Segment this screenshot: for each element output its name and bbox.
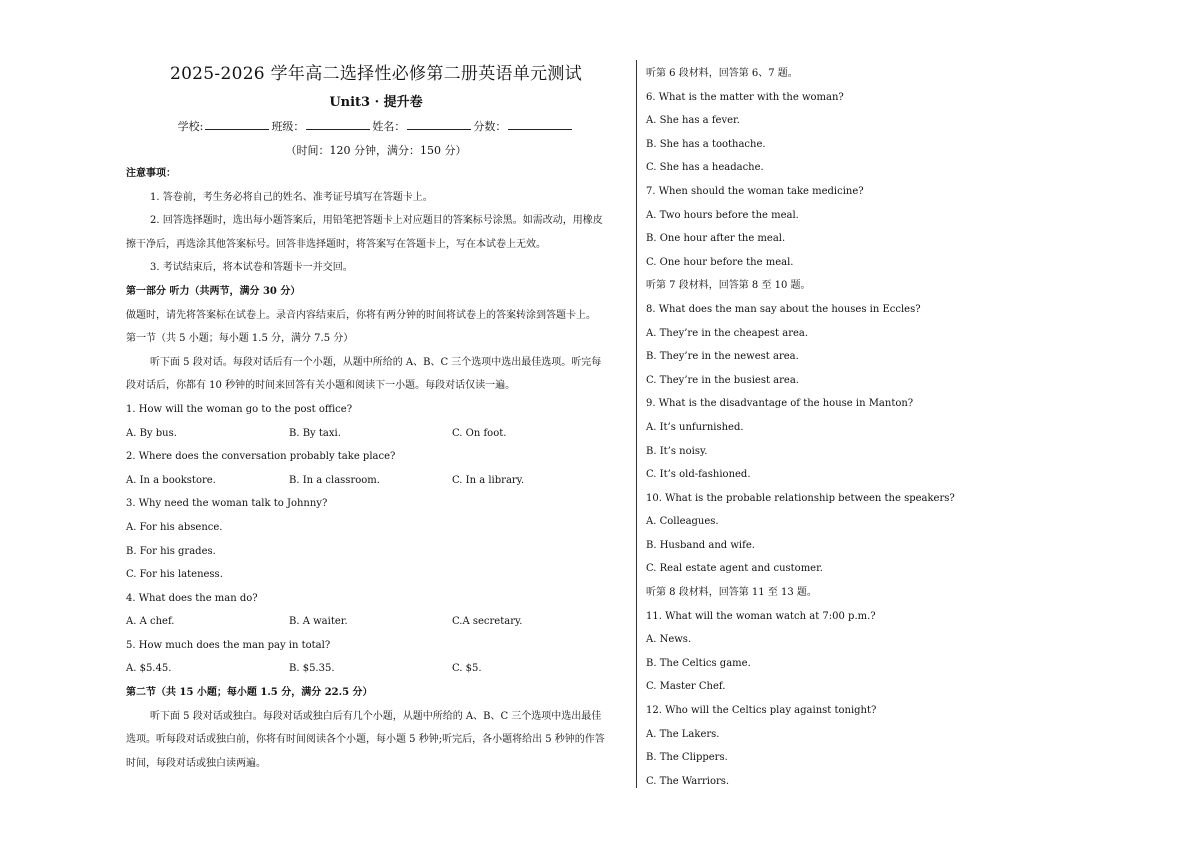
right-line: 10. What is the probable relationship between the speakers? — [646, 492, 955, 504]
section1-instruction: 段对话后，你都有 10 秒钟的时间来回答有关小题和阅读下一小题。每段对话仅读一遍。 — [126, 380, 516, 392]
option-c: C. For his lateness. — [126, 569, 223, 581]
notes-heading: 注意事项： — [126, 168, 176, 179]
question-2-options — [126, 469, 626, 493]
question-4-options — [126, 610, 626, 634]
note-item: 3. 考试结束后，将本试卷和答题卡一并交回。 — [150, 262, 353, 274]
right-line: C. They’re in the busiest area. — [646, 374, 799, 386]
right-line: C. Real estate agent and customer. — [646, 563, 823, 575]
note-item: 擦干净后，再选涂其他答案标号。回答非选择题时，将答案写在答题卡上，写在本试卷上无效。 — [126, 238, 546, 250]
option-b: B. By taxi. — [289, 427, 341, 439]
option-c: C. In a library. — [452, 474, 525, 486]
option-c: C. $5. — [452, 663, 482, 675]
option-a: A. A chef. — [126, 616, 175, 628]
school-label: 学校: — [177, 120, 204, 133]
question-1-options — [126, 422, 626, 446]
right-line: B. One hour after the meal. — [646, 233, 786, 245]
right-line: 8. What does the man say about the houses in Eccles? — [646, 303, 921, 315]
class-label: 班级： — [271, 120, 305, 133]
left-column — [126, 62, 626, 775]
right-line: B. It’s noisy. — [646, 445, 708, 457]
right-line: C. One hour before the meal. — [646, 256, 794, 268]
time-note: （时间：120 分钟，满分：150 分） — [285, 144, 467, 157]
column-divider — [636, 60, 637, 788]
right-line: 听第 7 段材料，回答第 8 至 10 题。 — [646, 280, 811, 292]
exam-subtitle: Unit3 · 提升卷 — [329, 95, 423, 110]
right-line: B. The Clippers. — [646, 752, 728, 764]
right-line: A. The Lakers. — [646, 728, 720, 740]
class-blank — [306, 120, 370, 130]
right-line: C. Master Chef. — [646, 681, 726, 693]
option-a: A. $5.45. — [126, 663, 172, 675]
question-5: 5. How much does the man pay in total? — [126, 639, 331, 651]
right-line: 7. When should the woman take medicine? — [646, 185, 864, 197]
name-blank — [407, 120, 471, 130]
question-2: 2. Where does the conversation probably take place? — [126, 451, 396, 463]
right-line: A. Two hours before the meal. — [646, 209, 799, 221]
question-1: 1. How will the woman go to the post office? — [126, 403, 353, 415]
right-line: C. It’s old-fashioned. — [646, 469, 751, 481]
section2-heading: 第二节（共 15 小题；每小题 1.5 分，满分 22.5 分） — [126, 687, 373, 699]
right-line: A. They’re in the cheapest area. — [646, 327, 809, 339]
right-column — [646, 62, 1166, 793]
score-blank — [508, 120, 572, 130]
right-line: 听第 6 段材料，回答第 6、7 题。 — [646, 68, 798, 79]
right-line: A. She has a fever. — [646, 115, 740, 127]
right-line: 6. What is the matter with the woman? — [646, 91, 844, 103]
question-5-options — [126, 657, 626, 681]
right-line: A. Colleagues. — [646, 516, 719, 528]
option-b: B. In a classroom. — [289, 474, 380, 486]
right-line: 听第 8 段材料，回答第 11 至 13 题。 — [646, 587, 817, 599]
right-line: B. She has a toothache. — [646, 138, 766, 150]
score-label: 分数： — [473, 120, 507, 133]
right-line: 9. What is the disadvantage of the house in Manton? — [646, 398, 914, 410]
question-3: 3. Why need the woman talk to Johnny? — [126, 498, 328, 510]
section2-instruction: 时间，每段对话或独白读两遍。 — [126, 757, 266, 769]
right-line: A. News. — [646, 634, 692, 646]
right-line: C. She has a headache. — [646, 162, 764, 174]
option-a: A. By bus. — [126, 427, 177, 439]
student-info-row — [126, 114, 626, 138]
name-label: 姓名： — [372, 120, 406, 133]
note-item: 1. 答卷前，考生务必将自己的姓名、准考证号填写在答题卡上。 — [150, 191, 433, 203]
right-line: C. The Warriors. — [646, 775, 730, 787]
option-c: C.A secretary. — [452, 616, 523, 628]
right-line: B. The Celtics game. — [646, 657, 751, 669]
right-line: B. They’re in the newest area. — [646, 351, 799, 363]
section1-heading: 第一节（共 5 小题；每小题 1.5 分，满分 7.5 分） — [126, 333, 354, 345]
option-a: A. In a bookstore. — [126, 474, 216, 486]
right-line: A. It’s unfurnished. — [646, 421, 744, 433]
question-4: 4. What does the man do? — [126, 592, 258, 604]
right-line: 11. What will the woman watch at 7:00 p.m.? — [646, 610, 876, 622]
section2-instruction: 选项。听每段对话或独白前，你将有时间阅读各个小题，每小题 5 秒钟;听完后，各小题将给出 5 秒钟的作答 — [126, 734, 605, 746]
option-c: C. On foot. — [452, 427, 507, 439]
section1-instruction: 听下面 5 段对话。每段对话后有一个小题，从题中所给的 A、B、C 三个选项中选出最佳选项。听完每 — [150, 356, 602, 368]
part1-intro: 做题时，请先将答案标在试卷上。录音内容结束后，你将有两分钟的时间将试卷上的答案转涂到答题卡上。 — [126, 309, 596, 321]
school-blank — [205, 120, 269, 130]
right-line: 12. Who will the Celtics play against tonight? — [646, 705, 877, 717]
option-a: A. For his absence. — [126, 521, 223, 533]
part1-heading: 第一部分 听力（共两节，满分 30 分） — [126, 285, 301, 297]
section2-instruction: 听下面 5 段对话或独白。每段对话或独白后有几个小题，从题中所给的 A、B、C 三个选项中选出最佳 — [150, 710, 602, 722]
option-b: B. For his grades. — [126, 545, 216, 557]
right-line: B. Husband and wife. — [646, 539, 755, 551]
option-b: B. $5.35. — [289, 663, 335, 675]
exam-title: 2025-2026 学年高二选择性必修第二册英语单元测试 — [169, 64, 583, 84]
note-item: 2. 回答选择题时，选出每小题答案后，用铅笔把答题卡上对应题目的答案标号涂黑。如需改动，用橡皮 — [150, 215, 603, 227]
option-b: B. A waiter. — [289, 616, 348, 628]
